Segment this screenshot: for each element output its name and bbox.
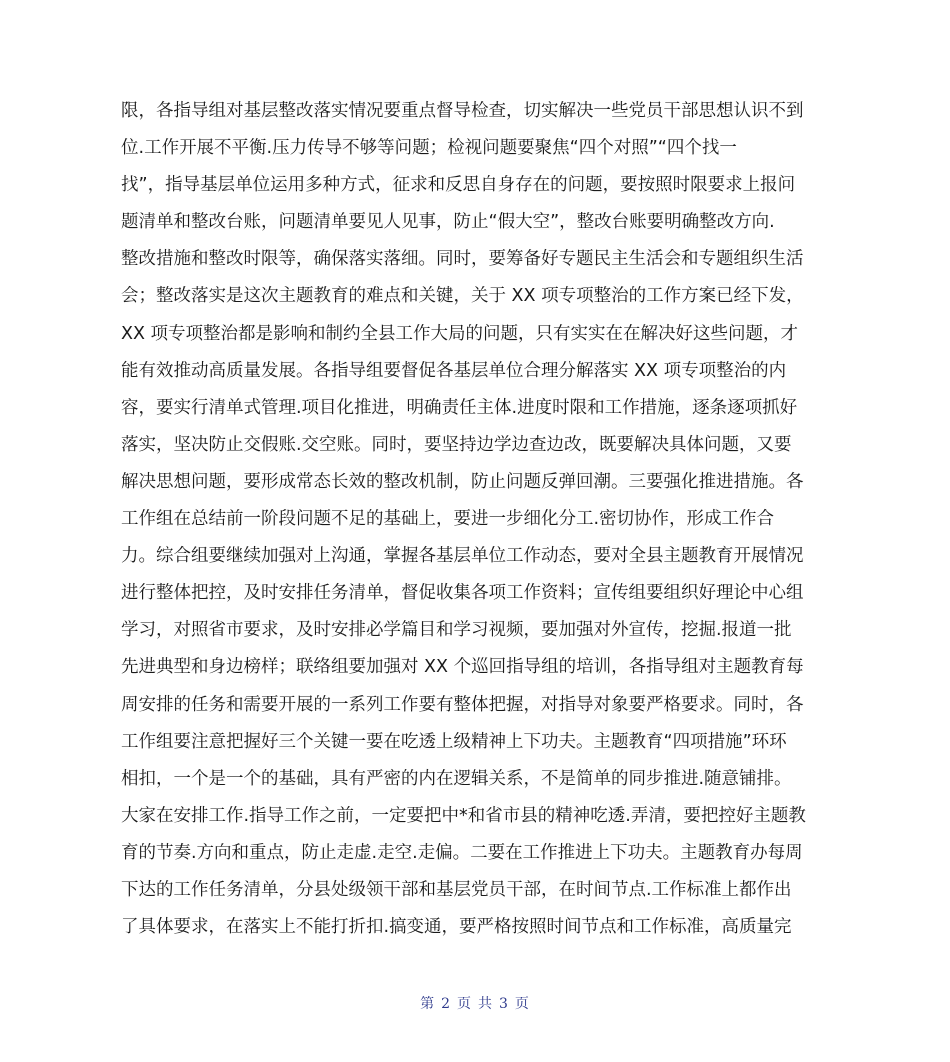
text-line: XX 项专项整治都是影响和制约全县工作大局的问题，只有实实在在解决好这些问题，才 — [121, 323, 799, 344]
text-line: 进行整体把控，及时安排任务清单，督促收集各项工作资料；宣传组要组织好理论中心组 — [121, 583, 804, 604]
total-pages: 3 — [499, 996, 509, 1012]
text-line: 了具体要求，在落实上不能打折扣.搞变通，要严格按照时间节点和工作标准，高质量完 — [121, 917, 792, 938]
text-line: 工作组在总结前一阶段问题不足的基础上，要进一步细化分工.密切协作，形成工作合 — [121, 509, 775, 530]
text-line: 大家在安排工作.指导工作之前，一定要把中*和省市县的精神吃透.弄清，要把控好主题教 — [121, 805, 806, 826]
total-unit: 页 — [514, 996, 530, 1012]
text-line: 相扣，一个是一个的基础，具有严密的内在逻辑关系，不是简单的同步推进.随意铺排。 — [121, 768, 792, 789]
text-line: 周安排的任务和需要开展的一系列工作要有整体把握，对指导对象要严格要求。同时，各 — [121, 694, 804, 715]
page-label: 第 — [420, 996, 436, 1012]
text-line: 先进典型和身边榜样；联络组要加强对 XX 个巡回指导组的培训，各指导组对主题教育每 — [121, 657, 804, 678]
text-line: 解决思想问题，要形成常态长效的整改机制，防止问题反弹回潮。三要强化推进措施。各 — [121, 471, 804, 492]
body-text — [121, 93, 891, 946]
text-line: 落实，坚决防止交假账.交空账。同时，要坚持边学边查边改，既要解决具体问题，又要 — [121, 434, 792, 455]
text-line: 位.工作开展不平衡.压力传导不够等问题；检视问题要聚焦“四个对照”“四个找一 — [121, 138, 737, 159]
page-footer — [0, 993, 950, 1013]
page-unit: 页 — [457, 996, 472, 1012]
text-line: 能有效推动高质量发展。各指导组要督促各基层单位合理分解落实 XX 项专项整治的内 — [121, 360, 787, 381]
text-line: 力。综合组要继续加强对上沟通，掌握各基层单位工作动态，要对全县主题教育开展情况 — [121, 546, 804, 567]
text-line: 学习，对照省市要求，及时安排必学篇目和学习视频，要加强对外宣传，挖掘.报道一批 — [121, 620, 792, 641]
text-line: 下达的工作任务清单，分县处级领干部和基层党员干部，在时间节点.工作标准上都作出 — [121, 879, 792, 900]
text-line: 工作组要注意把握好三个关键一要在吃透上级精神上下功夫。主题教育“四项措施”环环 — [121, 731, 787, 752]
total-label: 共 — [478, 996, 493, 1012]
text-line: 整改措施和整改时限等，确保落实落细。同时，要筹备好专题民主生活会和专题组织生活 — [121, 249, 804, 270]
text-line: 题清单和整改台账，问题清单要见人见事，防止“假大空”，整改台账要明确整改方向. — [121, 212, 775, 233]
text-line: 找”，指导基层单位运用多种方式，征求和反思自身存在的问题，要按照时限要求上报问 — [121, 175, 796, 196]
text-line: 限，各指导组对基层整改落实情况要重点督导检查，切实解决一些党员干部思想认识不到 — [121, 101, 804, 121]
page-number: 2 — [441, 996, 451, 1012]
text-line: 会；整改落实是这次主题教育的难点和关键，关于 XX 项专项整治的工作方案已经下发， — [121, 286, 804, 307]
text-line: 容，要实行清单式管理.项目化推进，明确责任主体.进度时限和工作措施，逐条逐项抓好 — [121, 397, 798, 418]
text-line: 育的节奏.方向和重点，防止走虚.走空.走偏。二要在工作推进上下功夫。主题教育办每周 — [121, 842, 803, 863]
